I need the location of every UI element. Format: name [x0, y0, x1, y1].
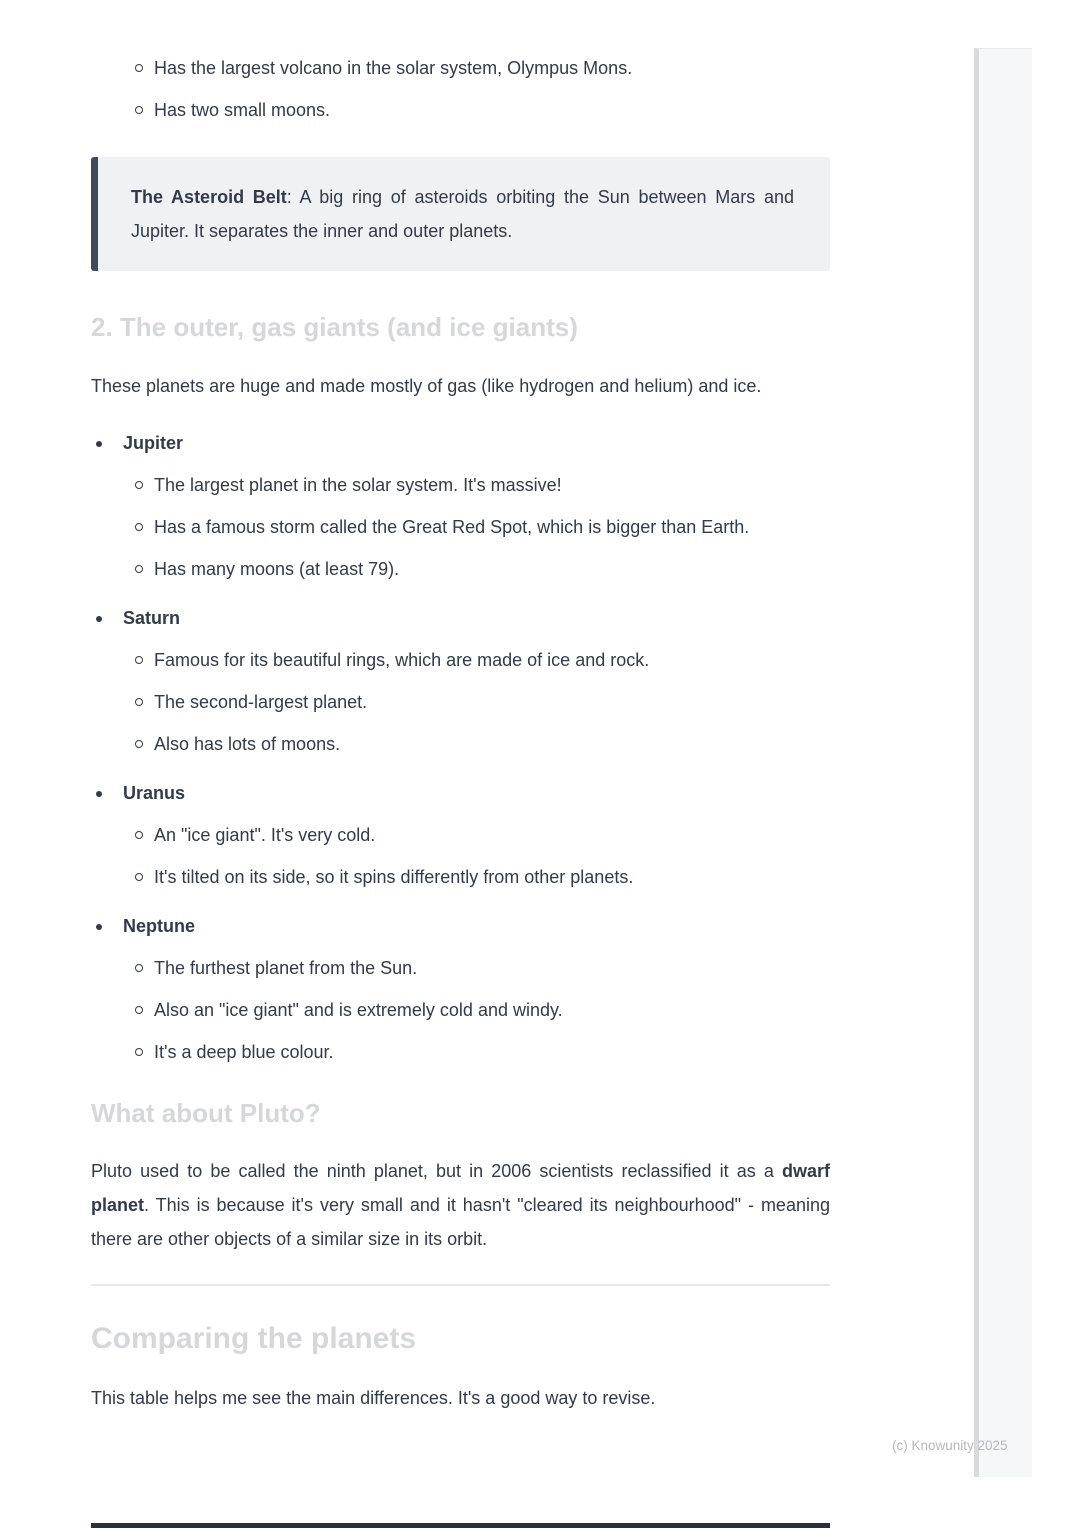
pluto-paragraph [91, 1154, 830, 1256]
callout-text [131, 187, 794, 241]
bullet-circle-marker [135, 964, 143, 972]
bold-text-segment: The Asteroid Belt [131, 187, 287, 207]
list-item-text: Famous for its beautiful rings, which are made of ice and rock. [154, 650, 650, 670]
page-bottom-table-edge [91, 1523, 830, 1528]
list-item-text: The largest planet in the solar system. It's massive! [154, 475, 562, 495]
planet-item [91, 910, 830, 1069]
list-item [91, 952, 830, 985]
bullet-disc-marker [96, 441, 102, 447]
bullet-circle-marker [135, 831, 143, 839]
text-segment: : A big ring of asteroids orbiting the Sun between Mars and Jupiter. It separates the inner and outer planets. [131, 187, 794, 241]
bold-text-segment: dwarf planet [91, 1161, 830, 1215]
list-item [91, 602, 830, 635]
list-item [91, 553, 830, 586]
bullet-circle-marker [135, 523, 143, 531]
comparing-heading: Comparing the planets [91, 1322, 417, 1355]
planet-points [91, 819, 830, 894]
list-item [91, 427, 830, 460]
outer-planets-intro: These planets are huge and made mostly of gas (like hydrogen and helium) and ice. [91, 376, 762, 396]
list-item [91, 728, 830, 761]
bullet-circle-marker [135, 698, 143, 706]
planet-name: Saturn [123, 608, 181, 628]
intro-sublist [91, 52, 830, 127]
list-item [91, 511, 830, 544]
list-item [91, 1036, 830, 1069]
list-item-text: Also an "ice giant" and is extremely cold and windy. [154, 1000, 563, 1020]
planet-item [91, 602, 830, 761]
list-item [91, 994, 830, 1027]
bullet-disc-marker [96, 791, 102, 797]
comparing-intro: This table helps me see the main differences. It's a good way to revise. [91, 1388, 656, 1408]
planet-points [91, 644, 830, 761]
planets-list [91, 427, 830, 1069]
planet-item [91, 777, 830, 894]
list-item-text: Has the largest volcano in the solar system, Olympus Mons. [154, 58, 633, 78]
bullet-circle-marker [135, 64, 143, 72]
list-item-text: The furthest planet from the Sun. [154, 958, 418, 978]
list-item-text: It's tilted on its side, so it spins differently from other planets. [154, 867, 634, 887]
content-column [91, 52, 830, 1415]
next-page-edge-panel[interactable] [974, 48, 1032, 1477]
bullet-disc-marker [96, 616, 102, 622]
planet-name: Jupiter [123, 433, 184, 453]
list-item [91, 819, 830, 852]
text-segment: Pluto used to be called the ninth planet, but in 2006 scientists reclassified it as a [91, 1161, 782, 1181]
list-item [91, 52, 830, 85]
bullet-disc-marker [96, 924, 102, 930]
planet-points [91, 469, 830, 586]
list-item-text: The second-largest planet. [154, 692, 368, 712]
list-item-text: Has two small moons. [154, 100, 331, 120]
pluto-heading: What about Pluto? [91, 1098, 321, 1128]
planet-name: Uranus [123, 783, 186, 803]
bullet-circle-marker [135, 481, 143, 489]
text-segment: . This is because it's very small and it hasn't "cleared its neighbourhood" - meaning there are other objects of a similar size in its orbit. [91, 1195, 830, 1249]
list-item-text: Has a famous storm called the Great Red Spot, which is bigger than Earth. [154, 517, 750, 537]
list-item [91, 861, 830, 894]
planet-item [91, 427, 830, 586]
list-item-text: It's a deep blue colour. [154, 1042, 334, 1062]
list-item-text: An "ice giant". It's very cold. [154, 825, 376, 845]
bullet-circle-marker [135, 740, 143, 748]
list-item [91, 644, 830, 677]
copyright-watermark: (c) Knowunity 2025 [892, 1438, 1008, 1453]
list-item [91, 469, 830, 502]
list-item [91, 94, 830, 127]
outer-planets-heading: 2. The outer, gas giants (and ice giants) [91, 312, 578, 342]
list-item-text: Also has lots of moons. [154, 734, 341, 754]
bullet-circle-marker [135, 565, 143, 573]
bullet-circle-marker [135, 106, 143, 114]
bullet-circle-marker [135, 1048, 143, 1056]
list-item [91, 686, 830, 719]
section-divider [91, 1284, 830, 1286]
bullet-circle-marker [135, 656, 143, 664]
bullet-circle-marker [135, 873, 143, 881]
bullet-circle-marker [135, 1006, 143, 1014]
planet-name: Neptune [123, 916, 195, 936]
list-item [91, 910, 830, 943]
planet-points [91, 952, 830, 1069]
list-item-text: Has many moons (at least 79). [154, 559, 400, 579]
asteroid-belt-callout [91, 157, 830, 271]
list-item [91, 777, 830, 810]
